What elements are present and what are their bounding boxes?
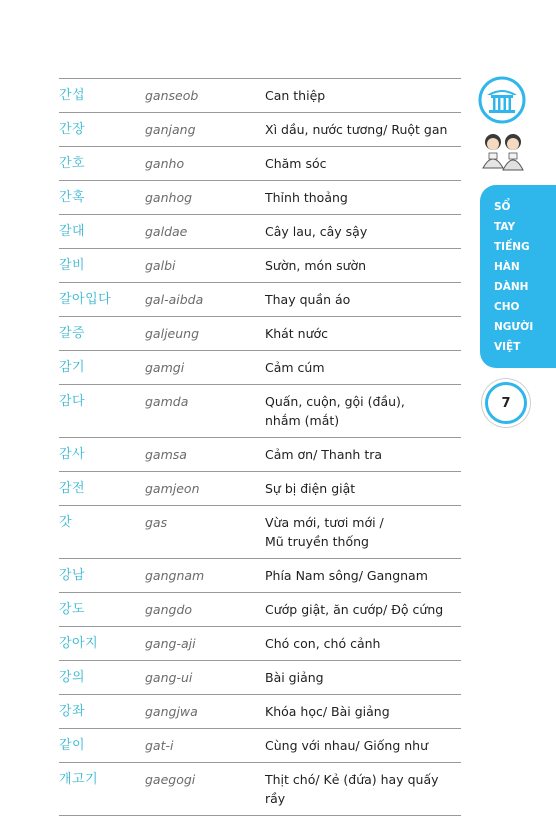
table-row [59, 317, 461, 351]
romanization: galdae [145, 224, 188, 239]
table-row [59, 559, 461, 593]
korean-word: 갓 [59, 515, 73, 530]
vietnamese-meaning: Khóa học/ Bài giảng [265, 704, 390, 719]
korean-word: 갈대 [59, 224, 86, 239]
vietnamese-meaning: Thay quần áo [265, 292, 351, 307]
korean-word: 감전 [59, 481, 86, 496]
korean-children-icon [478, 128, 528, 180]
romanization: gang-ui [145, 670, 193, 685]
romanization: gas [145, 515, 168, 530]
romanization: gat-i [145, 738, 174, 753]
table-row [59, 215, 461, 249]
vietnamese-meaning: Xì dầu, nước tương/ Ruột gan [265, 122, 448, 137]
romanization: gaegogi [145, 772, 196, 787]
romanization: galjeung [145, 326, 200, 341]
romanization: galbi [145, 258, 176, 273]
korean-word: 개고기 [59, 772, 99, 787]
vietnamese-meaning: Chăm sóc [265, 156, 327, 171]
romanization: gamsa [145, 447, 187, 462]
romanization: ganho [145, 156, 185, 171]
table-row [59, 695, 461, 729]
romanization: gamjeon [145, 481, 200, 496]
table-row [59, 729, 461, 763]
vietnamese-meaning: Cướp giật, ăn cướp/ Độ cứng [265, 602, 444, 617]
vietnamese-meaning: Cùng với nhau/ Giống như [265, 738, 428, 753]
book-title [494, 197, 533, 357]
korean-word: 간장 [59, 122, 86, 137]
vietnamese-meaning: Quấn, cuộn, gội (đầu), nhắm (mắt) [265, 394, 405, 428]
vietnamese-meaning: Bài giảng [265, 670, 324, 685]
romanization: gamda [145, 394, 189, 409]
korean-word: 간혹 [59, 190, 86, 205]
korean-word: 갈아입다 [59, 292, 112, 307]
book-title-band [480, 185, 556, 368]
korean-word: 강의 [59, 670, 86, 685]
korean-word: 감기 [59, 360, 86, 375]
table-row [59, 283, 461, 317]
vietnamese-meaning: Sự bị điện giật [265, 481, 356, 496]
book-title-line: NGƯỜI [494, 321, 534, 333]
table-row [59, 113, 461, 147]
korean-word: 갈비 [59, 258, 86, 273]
book-title-line: VIỆT [494, 341, 521, 353]
table-row [59, 351, 461, 385]
korean-word: 갈증 [59, 326, 86, 341]
korean-word: 강좌 [59, 704, 86, 719]
korean-word: 감사 [59, 447, 86, 462]
table-row [59, 661, 461, 695]
korean-word: 강아지 [59, 636, 99, 651]
table-row [59, 147, 461, 181]
romanization: gangdo [145, 602, 193, 617]
korean-word: 감다 [59, 394, 86, 409]
vietnamese-meaning: Vừa mới, tươi mới / Mũ truyền thống [265, 515, 384, 549]
vietnamese-meaning: Phía Nam sông/ Gangnam [265, 568, 428, 583]
table-row [59, 472, 461, 506]
table-row [59, 385, 461, 438]
book-title-line: DÀNH [494, 281, 529, 293]
vietnamese-meaning: Cảm ơn/ Thanh tra [265, 447, 383, 462]
romanization: gangjwa [145, 704, 198, 719]
vietnamese-meaning: Can thiệp [265, 88, 326, 103]
table-row [59, 627, 461, 661]
romanization: ganhog [145, 190, 193, 205]
vietnamese-meaning: Cảm cúm [265, 360, 325, 375]
korean-word: 강도 [59, 602, 86, 617]
romanization: ganseob [145, 88, 199, 103]
vocabulary-table [59, 78, 461, 816]
book-title-line: HÀN [494, 261, 520, 273]
romanization: gal-aibda [145, 292, 204, 307]
romanization: gang-aji [145, 636, 196, 651]
vietnamese-meaning: Cây lau, cây sậy [265, 224, 368, 239]
table-row [59, 593, 461, 627]
pavilion-icon [478, 76, 526, 128]
korean-word: 간섭 [59, 88, 86, 103]
page-number: 7 [485, 382, 527, 424]
romanization: gamgi [145, 360, 185, 375]
vietnamese-meaning: Chó con, chó cảnh [265, 636, 381, 651]
table-row [59, 79, 461, 113]
romanization: ganjang [145, 122, 196, 137]
book-title-line: TAY [494, 221, 516, 233]
book-title-line: CHO [494, 301, 520, 313]
book-title-line: SỔ [494, 201, 511, 213]
vietnamese-meaning: Thỉnh thoảng [265, 190, 348, 205]
table-row [59, 506, 461, 559]
book-title-line: TIẾNG [494, 241, 530, 253]
vietnamese-meaning: Thịt chó/ Kẻ (đứa) hay quấy rầy [265, 772, 439, 806]
table-row [59, 249, 461, 283]
korean-word: 같이 [59, 738, 86, 753]
table-row [59, 181, 461, 215]
vietnamese-meaning: Khát nước [265, 326, 329, 341]
vietnamese-meaning: Sườn, món sườn [265, 258, 367, 273]
table-row [59, 438, 461, 472]
korean-word: 간호 [59, 156, 86, 171]
korean-word: 강남 [59, 568, 86, 583]
romanization: gangnam [145, 568, 205, 583]
